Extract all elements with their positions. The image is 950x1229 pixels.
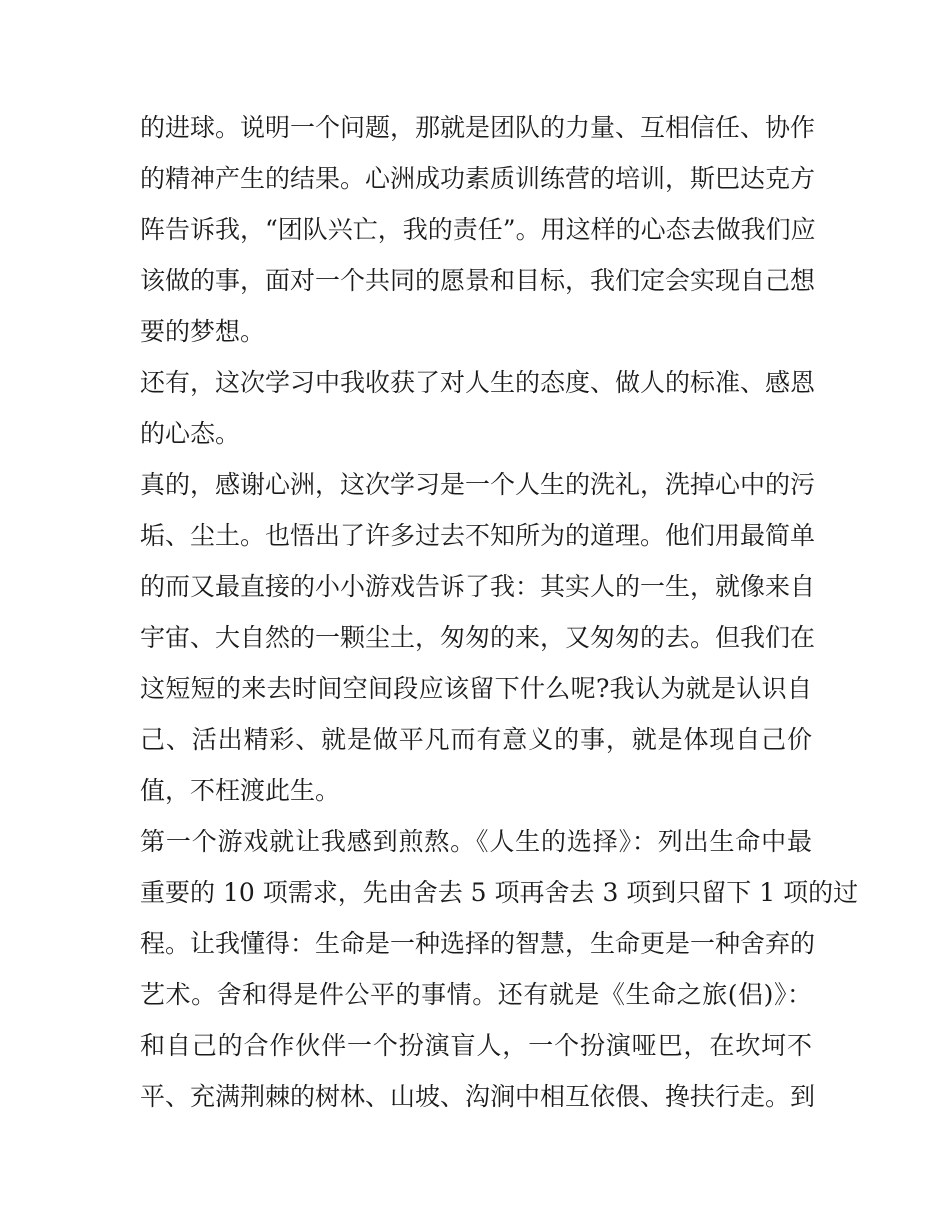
paragraph — [140, 102, 816, 357]
text-line: 第一个游戏就让我感到煎熬。《人生的选择》：列出生命中最 — [140, 827, 812, 856]
text-line: 宇宙、大自然的一颗尘土，匆匆的来，又匆匆的去。但我们在 — [140, 623, 816, 652]
text-line: 的而又最直接的小小游戏告诉了我：其实人的一生，就像来自 — [140, 572, 816, 601]
text-line: 的进球。说明一个问题，那就是团队的力量、互相信任、协作 — [140, 113, 816, 142]
text-line: 要的梦想。 — [140, 317, 266, 346]
text-line: 和自己的合作伙伴一个扮演盲人，一个扮演哑巴，在坎坷不 — [140, 1031, 812, 1060]
text-line: 这短短的来去时间空间段应该留下什么呢?我认为就是认识自 — [140, 674, 812, 703]
text-line: 该做的事，面对一个共同的愿景和目标，我们定会实现自己想 — [140, 266, 816, 295]
document-body — [140, 102, 859, 1122]
text-line: 的心态。 — [140, 419, 241, 448]
text-line: 垢、尘土。也悟出了许多过去不知所为的道理。他们用最简单 — [140, 521, 816, 550]
text-line: 平、充满荆棘的树林、山坡、沟涧中相互依偎、搀扶行走。到 — [140, 1082, 816, 1111]
text-line: 值，不枉渡此生。 — [140, 776, 341, 805]
paragraph — [140, 816, 859, 1122]
text-line: 的精神产生的结果。心洲成功素质训练营的培训，斯巴达克方 — [140, 164, 816, 193]
paragraph — [140, 357, 816, 459]
text-line: 艺术。舍和得是件公平的事情。还有就是《生命之旅(侣)》： — [140, 980, 812, 1009]
text-line: 重要的 10 项需求，先由舍去 5 项再舍去 3 项到只留下 1 项的过 — [140, 878, 859, 907]
text-line: 己、活出精彩、就是做平凡而有意义的事，就是体现自己价 — [140, 725, 812, 754]
text-line: 阵告诉我，“团队兴亡，我的责任”。用这样的心态去做我们应 — [140, 215, 816, 244]
text-line: 还有，这次学习中我收获了对人生的态度、做人的标准、感恩 — [140, 368, 816, 397]
text-line: 程。让我懂得：生命是一种选择的智慧，生命更是一种舍弃的 — [140, 929, 816, 958]
text-line: 真的，感谢心洲，这次学习是一个人生的洗礼，洗掉心中的污 — [140, 470, 816, 499]
paragraph — [140, 459, 816, 816]
